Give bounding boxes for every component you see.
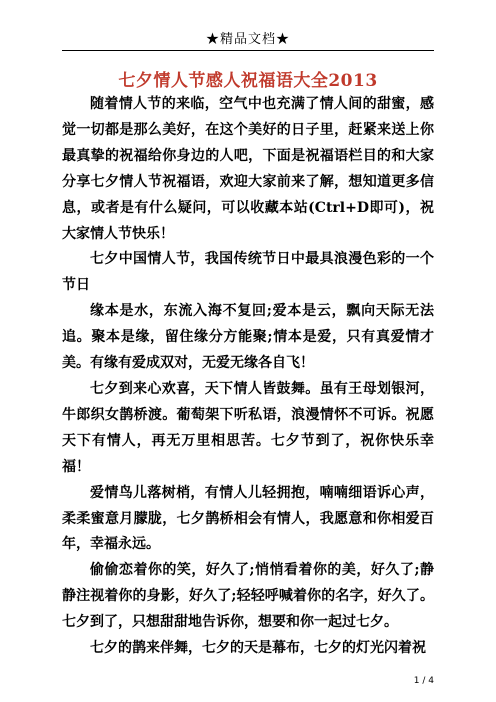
paragraph: 七夕的鹊来伴舞，七夕的天是幕布，七夕的灯光闪着祝	[90, 640, 426, 657]
page-number: 1 / 4	[413, 676, 434, 686]
paragraph-intro: 随着情人节的来临，空气中也充满了情人间的甜蜜，感觉一切都是那么美好，在这个美好的日子里，赶紧来送上你最真挚的祝福给你身边的人吧，下面是祝福语栏目的和大家分享七夕情人节祝福语，欢迎大家前来了解，想知道更多信息，或者是有什么疑问，可以收藏本站(Ctrl+D即可)，祝大家情人节快乐！	[62, 96, 434, 242]
paragraph: 缘本是水，东流入海不复回;爱本是云，飘向天际无法追。聚本是缘，留住缘分方能聚;情本是爱，只有真爱情才美。有缘有爱成双对，无爱无缘各自飞！	[62, 303, 434, 372]
document-title: 七夕情人节感人祝福语大全2013	[118, 71, 378, 91]
paragraph: 七夕中国情人节，我国传统节日中最具浪漫色彩的一个节日	[62, 251, 434, 294]
paragraph: 爱情鸟儿落树梢，有情人儿轻拥抱，喃喃细语诉心声，柔柔蜜意月朦胧，七夕鹊桥相会有情人，我愿意和你相爱百年，幸福永远。	[62, 484, 434, 553]
document-body	[62, 92, 434, 662]
paragraph: 偷偷恋着你的笑，好久了;悄悄看着你的美，好久了;静静注视着你的身影，好久了;轻轻呼喊着你的名字，好久了。七夕到了，只想甜甜地告诉你，想要和你一起过七夕。	[62, 562, 434, 631]
page-header: ★精品文档★	[205, 32, 290, 47]
paragraph: 七夕到来心欢喜，天下情人皆鼓舞。虽有王母划银河，牛郎织女鹊桥渡。葡萄架下听私语，浪漫情怀不可诉。祝愿天下有情人，再无万里相思苦。七夕节到了，祝你快乐幸福！	[62, 380, 434, 475]
header-divider	[62, 50, 434, 51]
